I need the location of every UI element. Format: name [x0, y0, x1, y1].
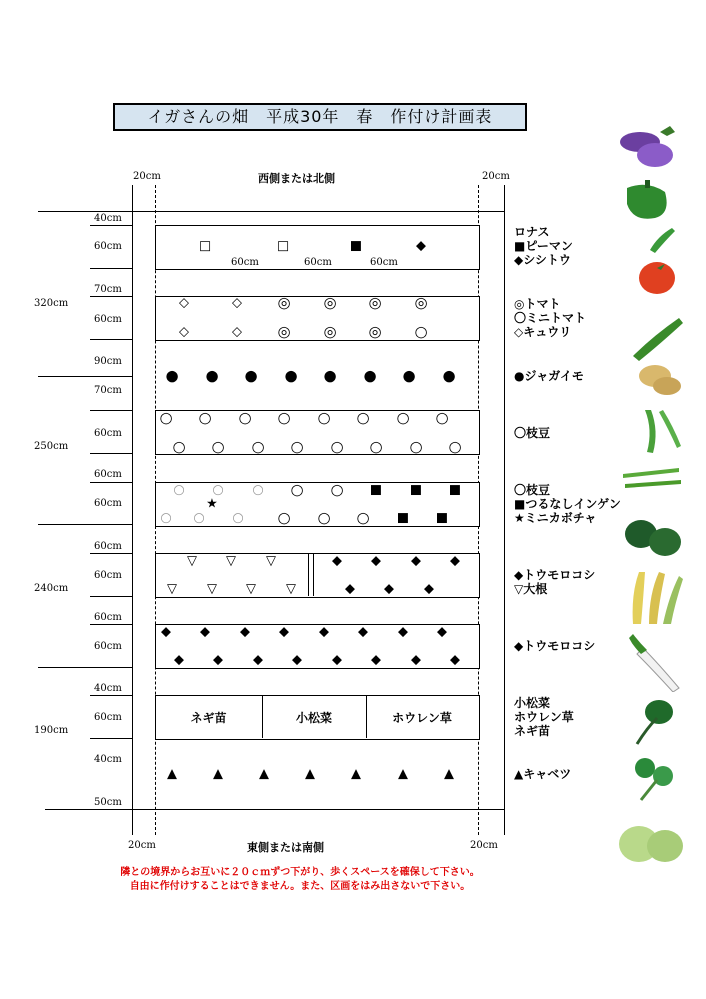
- row-tick: [90, 268, 132, 269]
- corn-marker: ◆: [345, 581, 355, 597]
- legend-bed-5: ◆トウモロコシ ▽大根: [514, 568, 596, 596]
- row-label: 60cm: [94, 428, 122, 439]
- row-tick: [90, 339, 132, 340]
- legend-bed-7: 小松菜 ホウレン草 ネギ苗: [514, 696, 574, 738]
- daikon-marker: ▽: [226, 553, 236, 569]
- edamame-marker: ○: [211, 437, 225, 456]
- row-label: 40cm: [94, 683, 122, 694]
- edamame-marker: ○: [409, 437, 423, 456]
- tomato-marker: ◎: [414, 293, 428, 312]
- notice-line: 隣との境界からお互いに２０ｃｍずつ下がり、歩くスペースを確保して下さい。: [120, 867, 480, 878]
- green-bean-marker: ■: [448, 482, 462, 498]
- row-label: 40cm: [94, 754, 122, 765]
- edamame-marker: ○: [277, 508, 291, 527]
- page-title: イガさんの畑 平成30年 春 作付け計画表: [113, 103, 527, 131]
- tomato-marker: ◎: [368, 322, 382, 341]
- frame-left-line: [132, 185, 133, 835]
- potato-marker: ●: [165, 366, 179, 385]
- daikon-marker: ▽: [207, 581, 217, 597]
- edamame-marker: ○: [159, 408, 173, 427]
- corn-marker: ◆: [292, 652, 302, 668]
- bed-7-cell: ホウレン草: [392, 711, 452, 725]
- cabbage-marker: ▲: [351, 766, 361, 782]
- shishito-marker: ◆: [416, 238, 426, 254]
- green-bean-marker: ■: [435, 510, 449, 526]
- cabbage-marker: ▲: [259, 766, 269, 782]
- edge-label-bottom-left: 20cm: [128, 840, 156, 851]
- bottom-side-label: 東側または南側: [247, 841, 324, 854]
- green-bean-marker: ■: [396, 510, 410, 526]
- edamame-marker: ○: [369, 437, 383, 456]
- daikon-marker: ▽: [167, 581, 177, 597]
- tomato-marker: ◎: [368, 293, 382, 312]
- row-label: 60cm: [94, 314, 122, 325]
- section-label: 190cm: [34, 725, 69, 736]
- corn-marker: ◆: [332, 652, 342, 668]
- row-tick: [90, 453, 132, 454]
- edamame-marker: ○: [238, 408, 252, 427]
- cabbage-marker: ▲: [305, 766, 315, 782]
- tomato-marker: ◎: [323, 322, 337, 341]
- komatsuna-icon: [615, 752, 685, 804]
- section-divider-3: [38, 667, 132, 668]
- tomato-icon: [615, 258, 685, 298]
- edamame-marker: ○: [317, 508, 331, 527]
- row-tick: [90, 410, 132, 411]
- section-label: 240cm: [34, 583, 69, 594]
- bed-2: [155, 293, 480, 341]
- pumpkin-area-marker: ○: [212, 482, 224, 498]
- bed-7-cell: 小松菜: [295, 711, 332, 725]
- corn-marker: ◆: [411, 652, 421, 668]
- green-bean-icon: [615, 462, 685, 497]
- legend-cabbage: ▲キャベツ: [514, 767, 572, 781]
- cucumber-marker: ◇: [179, 295, 189, 311]
- edamame-marker: ○: [330, 480, 344, 499]
- pumpkin-icon: [615, 508, 685, 563]
- tomato-marker: ◎: [323, 293, 337, 312]
- cabbage-marker: ▲: [444, 766, 454, 782]
- shishito-icon: [615, 222, 685, 257]
- daikon-marker: ▽: [286, 581, 296, 597]
- corn-marker: ◆: [384, 581, 394, 597]
- eggplant-icon: [615, 120, 685, 180]
- spacing-label: 60cm: [304, 257, 332, 268]
- potato-marker: ●: [244, 366, 258, 385]
- row-label: 70cm: [94, 385, 122, 396]
- corn-marker: ◆: [332, 553, 342, 569]
- row-tick: [90, 296, 132, 297]
- corn-marker: ◆: [319, 624, 329, 640]
- top-boundary: [38, 211, 504, 212]
- corn-marker: ◆: [358, 624, 368, 640]
- mini-tomato-marker: ○: [414, 322, 428, 341]
- daikon-marker: ▽: [246, 581, 256, 597]
- notice: [70, 866, 530, 894]
- row-label: 90cm: [94, 356, 122, 367]
- corn-marker: ◆: [450, 652, 460, 668]
- pumpkin-area-marker: ○: [173, 482, 185, 498]
- tomato-marker: ◎: [277, 293, 291, 312]
- legend-potato: ●ジャガイモ: [514, 369, 584, 383]
- corn-marker: ◆: [437, 624, 447, 640]
- corn-marker: ◆: [371, 652, 381, 668]
- row-label: 60cm: [94, 541, 122, 552]
- pumpkin-area-marker: ○: [232, 510, 244, 526]
- edamame-marker: ○: [277, 408, 291, 427]
- potato-marker: ●: [442, 366, 456, 385]
- edamame-marker: ○: [317, 408, 331, 427]
- row-label: 60cm: [94, 241, 122, 252]
- bottom-boundary: [45, 809, 504, 810]
- edamame-marker: ○: [356, 508, 370, 527]
- corn-icon: [615, 566, 685, 628]
- cabbage-marker: ▲: [213, 766, 223, 782]
- section-divider-1: [38, 376, 132, 377]
- corn-marker: ◆: [411, 553, 421, 569]
- corn-marker: ◆: [161, 624, 171, 640]
- edamame-marker: ○: [396, 408, 410, 427]
- bed-7-cell: ネギ苗: [190, 711, 227, 725]
- edamame-marker: ○: [198, 408, 212, 427]
- section-label: 250cm: [34, 441, 69, 452]
- bed-5-divider: [313, 553, 314, 596]
- corn-marker: ◆: [213, 652, 223, 668]
- row-tick: [90, 553, 132, 554]
- corn-marker: ◆: [279, 624, 289, 640]
- green-pepper-icon: [615, 178, 685, 223]
- edamame-icon: [615, 402, 685, 462]
- row-tick: [90, 738, 132, 739]
- pumpkin-area-marker: ○: [160, 510, 172, 526]
- potato-marker: ●: [402, 366, 416, 385]
- row-tick: [90, 624, 132, 625]
- edamame-marker: ○: [251, 437, 265, 456]
- row-label: 60cm: [94, 570, 122, 581]
- daikon-marker: ▽: [266, 553, 276, 569]
- bed-5-divider: [308, 553, 309, 596]
- legend-bed-3: 〇枝豆: [514, 426, 551, 440]
- corn-marker: ◆: [371, 553, 381, 569]
- edamame-marker: ○: [356, 408, 370, 427]
- row-tick: [90, 695, 132, 696]
- corn-marker: ◆: [174, 652, 184, 668]
- corn-marker: ◆: [450, 553, 460, 569]
- edamame-marker: ○: [290, 437, 304, 456]
- eggplant-marker: □: [198, 238, 212, 254]
- cabbage-marker: ▲: [167, 766, 177, 782]
- edamame-marker: ○: [172, 437, 186, 456]
- edge-label-top-right: 20cm: [482, 171, 510, 182]
- frame-right-line: [504, 185, 505, 835]
- row-tick: [90, 225, 132, 226]
- edamame-marker: ○: [290, 480, 304, 499]
- edamame-marker: ○: [435, 408, 449, 427]
- cucumber-icon: [615, 312, 685, 362]
- green-bean-marker: ■: [369, 482, 383, 498]
- row-tick: [90, 596, 132, 597]
- corn-marker: ◆: [200, 624, 210, 640]
- edamame-marker: ○: [448, 437, 462, 456]
- row-label: 50cm: [94, 797, 122, 808]
- row-label: 40cm: [94, 213, 122, 224]
- section-label: 320cm: [34, 298, 69, 309]
- top-side-label: 西側または北側: [258, 172, 335, 185]
- pepper-marker: ■: [349, 238, 363, 254]
- pumpkin-marker: ★: [206, 496, 218, 512]
- tomato-marker: ◎: [277, 322, 291, 341]
- legend-bed-2: ◎トマト 〇ミニトマト ◇キュウリ: [514, 297, 587, 339]
- cabbage-icon: [615, 812, 687, 872]
- cucumber-marker: ◇: [232, 324, 242, 340]
- spacing-label: 60cm: [231, 257, 259, 268]
- potato-marker: ●: [205, 366, 219, 385]
- corn-marker: ◆: [240, 624, 250, 640]
- legend-bed-1: ロナス ■ピーマン ◆シシトウ: [514, 225, 573, 267]
- corn-marker: ◆: [398, 624, 408, 640]
- potato-marker: ●: [323, 366, 337, 385]
- eggplant-marker: □: [276, 238, 290, 254]
- pumpkin-area-marker: ○: [252, 482, 264, 498]
- row-label: 60cm: [94, 612, 122, 623]
- row-label: 60cm: [94, 498, 122, 509]
- cabbage-marker: ▲: [398, 766, 408, 782]
- row-label: 70cm: [94, 284, 122, 295]
- row-tick: [90, 482, 132, 483]
- pumpkin-area-marker: ○: [193, 510, 205, 526]
- notice-line: 自由に作付けすることはできません。また、区画をはみ出さないで下さい。: [129, 881, 471, 892]
- spinach-icon: [615, 694, 685, 749]
- legend-bed-4: 〇枝豆 ■つるなしインゲン ★ミニカボチャ: [514, 483, 621, 525]
- section-divider-2: [38, 524, 132, 525]
- daikon-marker: ▽: [187, 553, 197, 569]
- green-bean-marker: ■: [409, 482, 423, 498]
- edamame-marker: ○: [330, 437, 344, 456]
- row-label: 60cm: [94, 712, 122, 723]
- cucumber-marker: ◇: [179, 324, 189, 340]
- cucumber-marker: ◇: [232, 295, 242, 311]
- potato-marker: ●: [363, 366, 377, 385]
- edge-label-top-left: 20cm: [133, 171, 161, 182]
- edge-label-bottom-right: 20cm: [470, 840, 498, 851]
- daikon-icon: [615, 630, 685, 692]
- row-label: 60cm: [94, 469, 122, 480]
- legend-bed-6: ◆トウモロコシ: [514, 639, 596, 653]
- corn-marker: ◆: [253, 652, 263, 668]
- potato-marker: ●: [284, 366, 298, 385]
- spacing-label: 60cm: [370, 257, 398, 268]
- potato-icon: [615, 360, 685, 398]
- row-label: 60cm: [94, 641, 122, 652]
- corn-marker: ◆: [424, 581, 434, 597]
